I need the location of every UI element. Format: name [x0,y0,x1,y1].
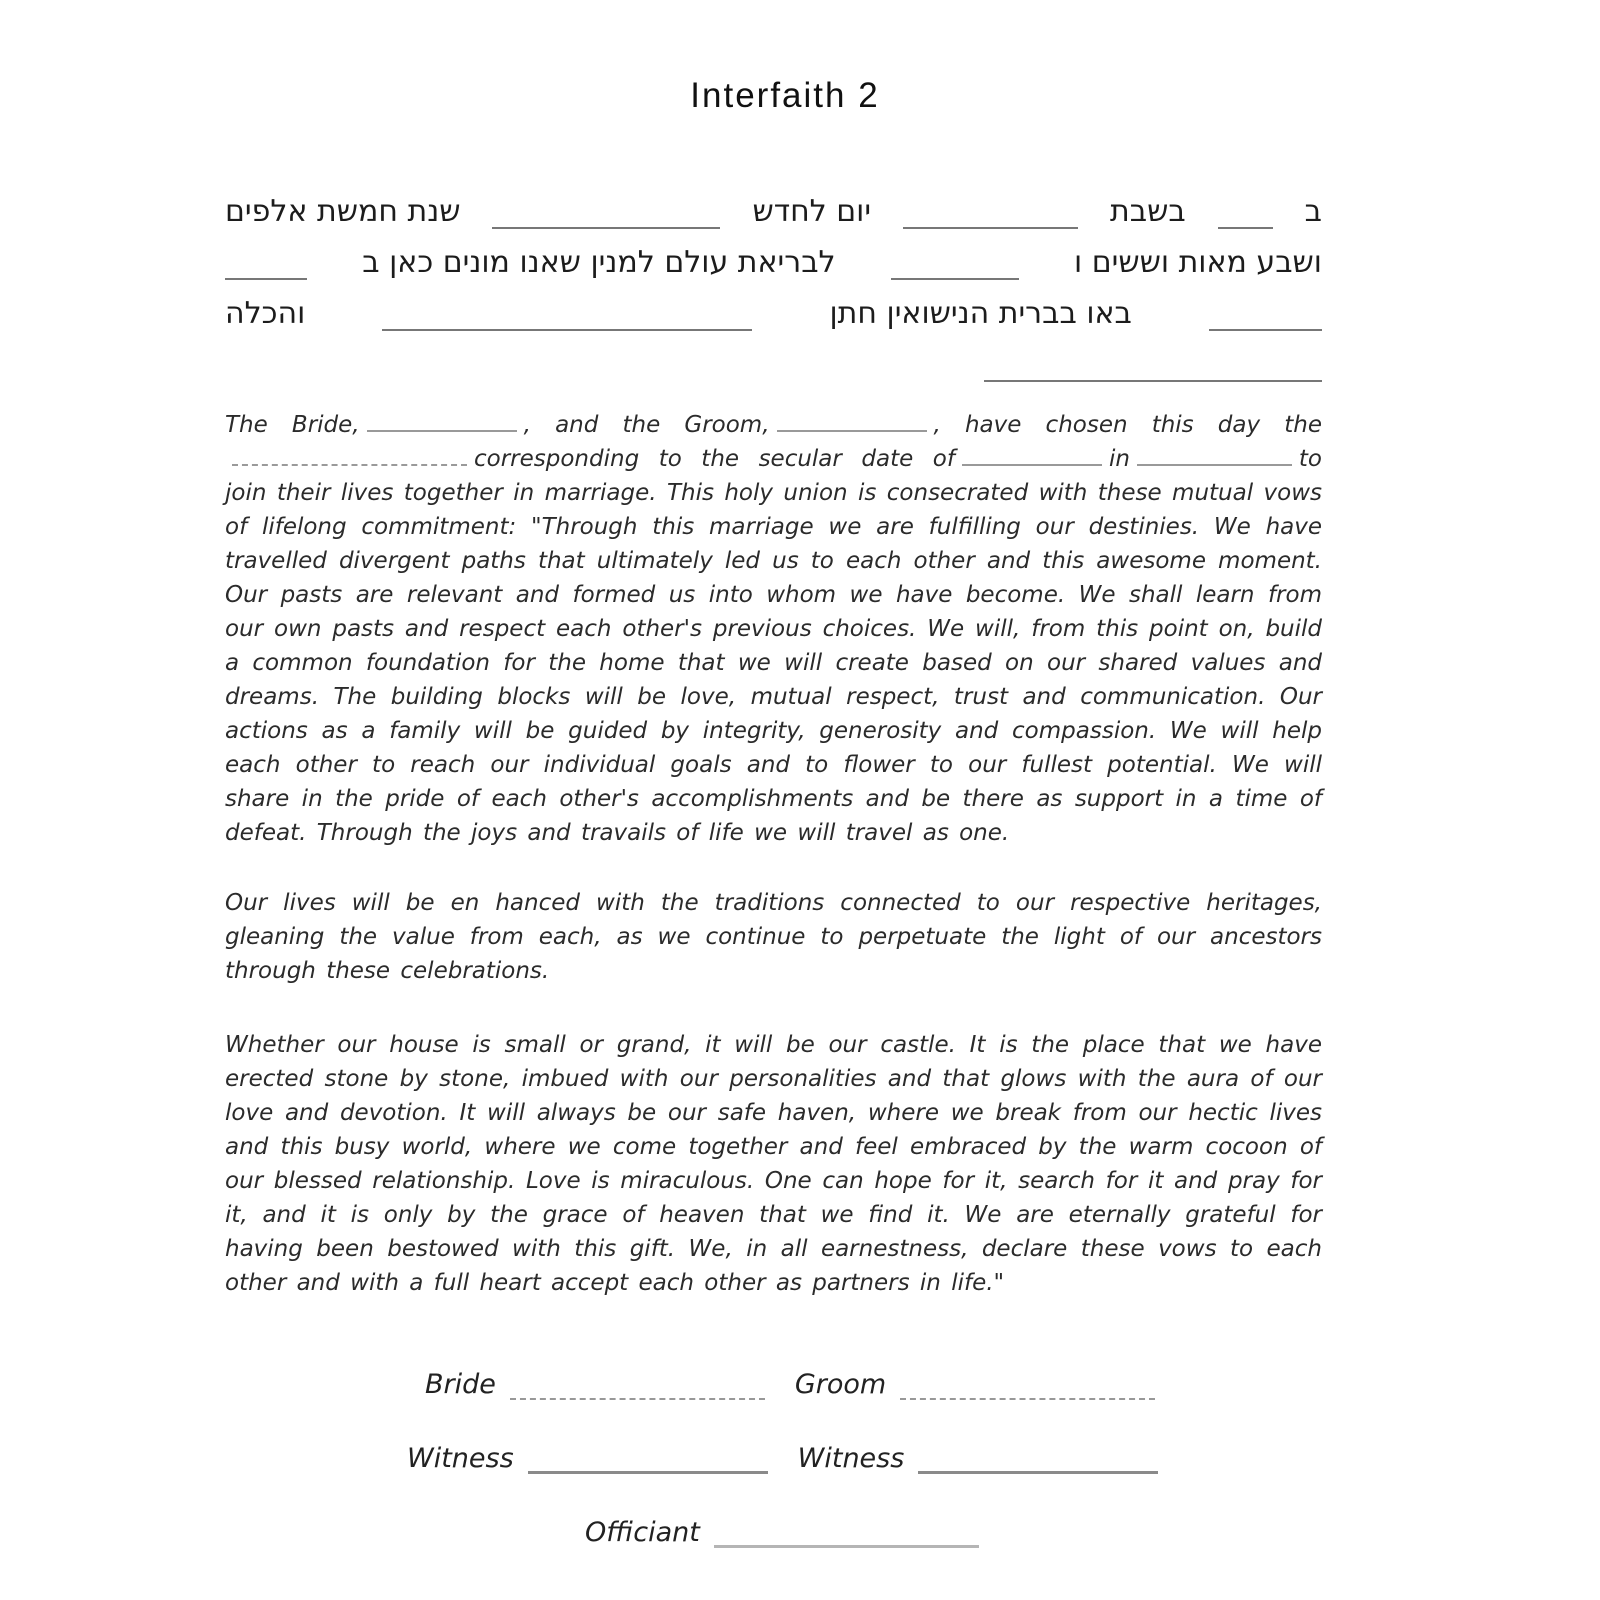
text-segment: יום לחדש [752,194,872,229]
text-segment: ב [1304,194,1322,229]
blank-fill-in-line [225,242,307,280]
blank-fill-in-line [382,293,752,331]
text-segment: לבריאת עולם למנין שאנו מונים כאן ב [362,245,836,280]
blank-fill-in-line [367,410,517,432]
witness1-label: Witness [407,1443,514,1474]
text-segment: בשבת [1110,194,1186,229]
vows-paragraph-3: Whether our house is small or grand, it will be our castle. It is the place that we have erected stone by stone, imbued with our personalities and that glows with the aura of our love and devotion. It will always be our safe haven, where we break from our hectic lives and this busy world, where we come together and feel embraced by the warm cocoon of our blessed relationship. Love is miraculous. One can hope for it, search for it and pray for it, and it is only by the grace of heaven that we find it. We are eternally grateful for having been bestowed with this gift. We, in all earnestness, declare these vows to each other and with a full heart accept each other as partners in life." [225,1032,1322,1296]
blank-fill-in-line [777,410,927,432]
hebrew-section [225,178,1322,382]
text-segment: to join their lives together in marriage. This holy union is consecrated with these mutual vows of lifelong commitment: "Through this marriage we are fulfilling our destinies. We have travelled divergent paths that ultimately led us to each other and this awesome moment. Our pasts are relevant and formed us into whom we have become. We shall learn from our own pasts and respect each other's previous choices. We will, from this point on, build a common foundation for the home that we will create based on our shared values and dreams. The building blocks will be love, mutual respect, trust and communication. Our actions as a family will be guided by integrity, generosity and compassion. We will help each other to reach our individual goals and to flower to our fullest potential. We will share in the pride of each other's accomplishments and be there as support in a time of defeat. Through the joys and travails of life we will travel as one. [225,446,1322,846]
text-segment: באו בברית הנישואין חתן [829,296,1132,331]
signature-section [225,1356,1322,1548]
text-segment: , and the Groom, [523,412,770,438]
officiant-signature-row [585,1504,1322,1548]
witness-signature-row [407,1430,1322,1474]
bride-signature-line [510,1364,765,1400]
blank-fill-in-line [984,344,1322,382]
text-segment: , have chosen this day the [933,412,1322,438]
vows-paragraph-2: Our lives will be en hanced with the traditions connected to our respective heritages, gleaning the value from each, as we continue to perpetuate the light of our ancestors through these celebrations. [225,890,1322,984]
text-segment: והכלה [225,296,306,331]
hebrew-line-2 [225,229,1322,280]
witness2-label: Witness [797,1443,905,1474]
text-segment: שנת חמשת אלפים [225,194,461,229]
bride-groom-signature-row [425,1356,1322,1400]
document-content [225,178,1322,1578]
groom-label: Groom [794,1369,887,1400]
blank-fill-in-line [1209,293,1322,331]
english-vows [225,408,1322,1300]
text-segment: corresponding to the secular date of [474,446,955,472]
text-segment: The Bride, [225,412,360,438]
blank-fill-in-line [1218,191,1273,229]
bride-label: Bride [425,1369,496,1400]
text-segment: ושבע מאות וששים ו [1074,245,1322,280]
text-segment: in [1108,446,1130,472]
officiant-label: Officiant [585,1517,700,1548]
officiant-signature-line [714,1511,979,1548]
blank-fill-in-line [891,242,1019,280]
blank-fill-in-line [492,191,720,229]
blank-fill-in-line [232,444,467,466]
blank-fill-in-line [1137,444,1292,466]
blank-fill-in-line [903,191,1078,229]
hebrew-line-1 [225,178,1322,229]
blank-fill-in-line [962,444,1102,466]
vows-paragraph-1 [225,408,1322,850]
witness1-signature-line [528,1437,768,1474]
hebrew-line-3 [225,280,1322,331]
groom-signature-line [900,1364,1155,1400]
page-title: Interfaith 2 [690,76,880,115]
witness2-signature-line [918,1437,1158,1474]
hebrew-line-4 [225,331,1322,382]
